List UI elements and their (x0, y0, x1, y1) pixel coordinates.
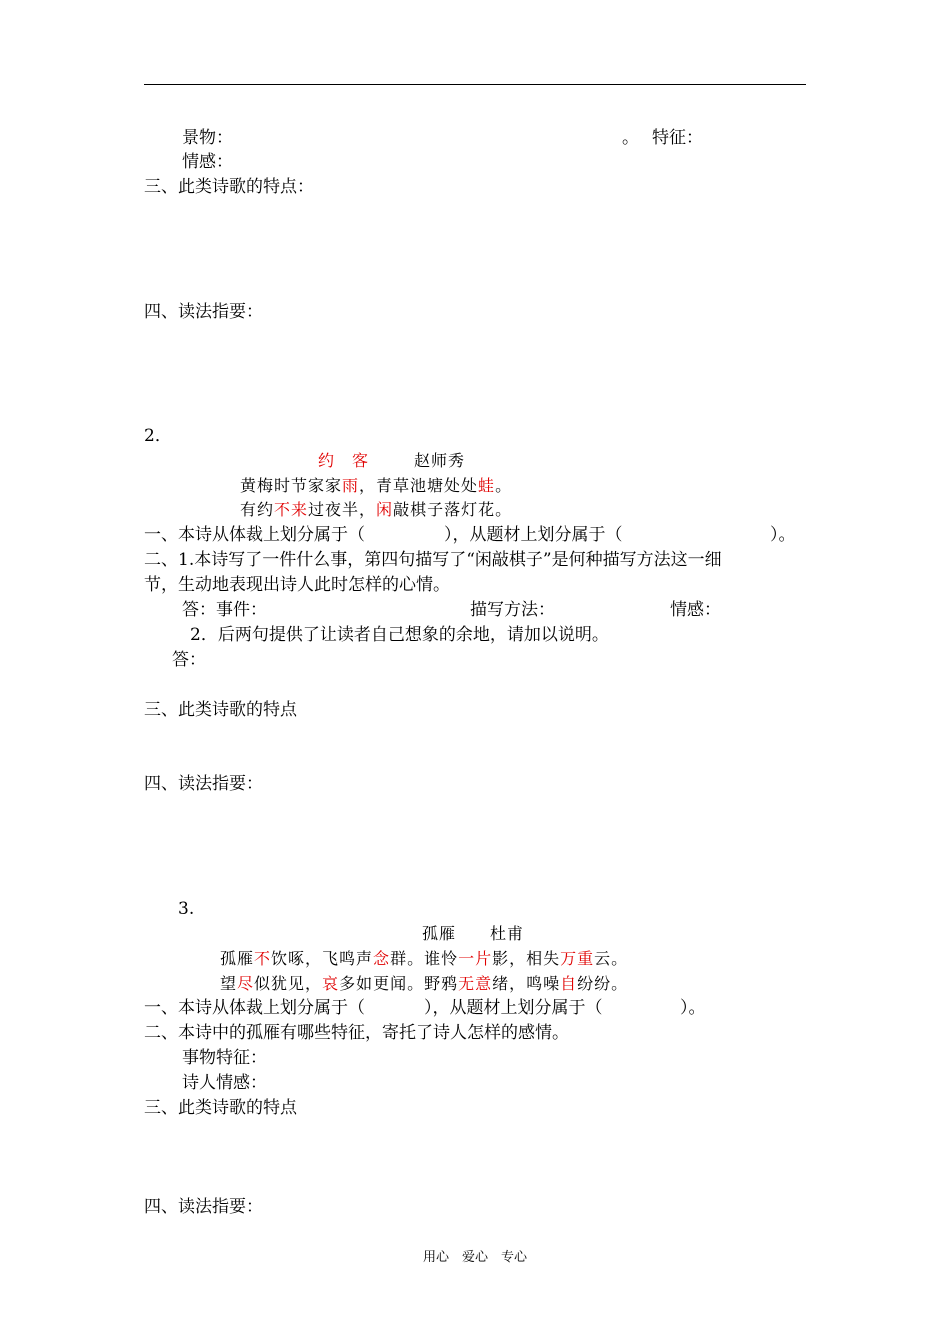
highlighted-word: 一片 (458, 949, 493, 968)
poem-text: 饮啄，飞鸣声 (271, 949, 374, 968)
header-rule (144, 84, 806, 85)
section1-question-3: 三、此类诗歌的特点： (144, 177, 314, 197)
section2-question-2-line1: 二、1.本诗写了一件什么事，第四句描写了“闲敲棋子”是何种描写方法这一细 (144, 550, 722, 570)
section2-question-1b: ），从题材上划分属于（ (444, 525, 623, 545)
highlighted-word: 哀 (322, 974, 340, 993)
highlighted-word: 闲 (376, 500, 394, 519)
feature-label: 特征： (652, 128, 703, 148)
poem-text: 敲棋子落灯花。 (393, 500, 513, 519)
emotion-label: 情感： (182, 152, 233, 172)
poem-text: 绪，鸣噪 (492, 974, 561, 993)
poem-text: ，青草池塘处处 (359, 476, 479, 495)
section3-question-2: 二、本诗中的孤雁有哪些特征，寄托了诗人怎样的感情。 (144, 1023, 569, 1043)
highlighted-word: 无意 (458, 974, 493, 993)
thing-feature-label: 事物特征： (182, 1048, 267, 1068)
section2-question-2-line2: 节，生动地表现出诗人此时怎样的心情。 (144, 575, 450, 595)
poem-text: 黄梅时节家家 (240, 476, 343, 495)
poem3-line-1 (220, 949, 628, 969)
poet-emotion-label: 诗人情感： (182, 1073, 267, 1093)
section3-number: 3. (178, 899, 195, 919)
section2-question-1a: 一、本诗从体裁上划分属于（ (144, 525, 365, 545)
poem2-title: 约 客 (318, 451, 370, 470)
highlighted-word: 不来 (274, 500, 309, 519)
poem-text: 望 (220, 974, 238, 993)
highlighted-word: 尽 (237, 974, 255, 993)
section2-number: 2． (144, 426, 172, 446)
answer-method-label: 描写方法： (470, 600, 555, 620)
poem3-title: 孤雁 (422, 924, 457, 943)
poem-text: 云。 (594, 949, 629, 968)
section2-question-3: 三、此类诗歌的特点 (144, 700, 297, 720)
highlighted-word: 蛙 (478, 476, 496, 495)
answer-2-label: 答： (172, 650, 206, 670)
poem2-line-1 (240, 476, 512, 496)
section3-question-1b: ），从题材上划分属于（ (424, 998, 603, 1018)
poem2-line-2 (240, 500, 512, 520)
page-footer: 用心 爱心 专心 (422, 1250, 527, 1265)
section2-question-1c: ）。 (770, 525, 796, 545)
section3-question-3: 三、此类诗歌的特点 (144, 1098, 297, 1118)
scene-period: 。 (622, 128, 639, 148)
section3-question-1c: ）。 (680, 998, 706, 1018)
scene-label: 景物： (182, 128, 233, 148)
poem-text: 有约 (240, 500, 275, 519)
poem-text: 群。谁怜 (390, 949, 459, 968)
answer-emotion-label: 情感： (670, 600, 721, 620)
highlighted-word: 万重 (560, 949, 595, 968)
poem-text: 孤雁 (220, 949, 255, 968)
poem3-author: 杜甫 (490, 924, 525, 943)
poem-text: 。 (495, 476, 513, 495)
highlighted-word: 自 (560, 974, 578, 993)
highlighted-word: 不 (254, 949, 272, 968)
poem-text: 似犹见， (254, 974, 323, 993)
poem-text: 纷纷。 (577, 974, 629, 993)
poem-text: 多如更闻。野鸦 (339, 974, 459, 993)
section2-question-2-2: 2．后两句提供了让读者自己想象的余地，请加以说明。 (190, 625, 609, 645)
poem-text: 影，相失 (492, 949, 561, 968)
poem-text: 过夜半， (308, 500, 377, 519)
section2-question-4: 四、读法指要： (144, 774, 263, 794)
highlighted-word: 念 (373, 949, 391, 968)
poem3-line-2 (220, 974, 628, 994)
poem2-author: 赵师秀 (414, 451, 466, 470)
section1-question-4: 四、读法指要： (144, 302, 263, 322)
section3-question-1a: 一、本诗从体裁上划分属于（ (144, 998, 365, 1018)
highlighted-word: 雨 (342, 476, 360, 495)
section3-question-4: 四、读法指要： (144, 1197, 263, 1217)
answer-event-label: 答：事件： (182, 600, 267, 620)
